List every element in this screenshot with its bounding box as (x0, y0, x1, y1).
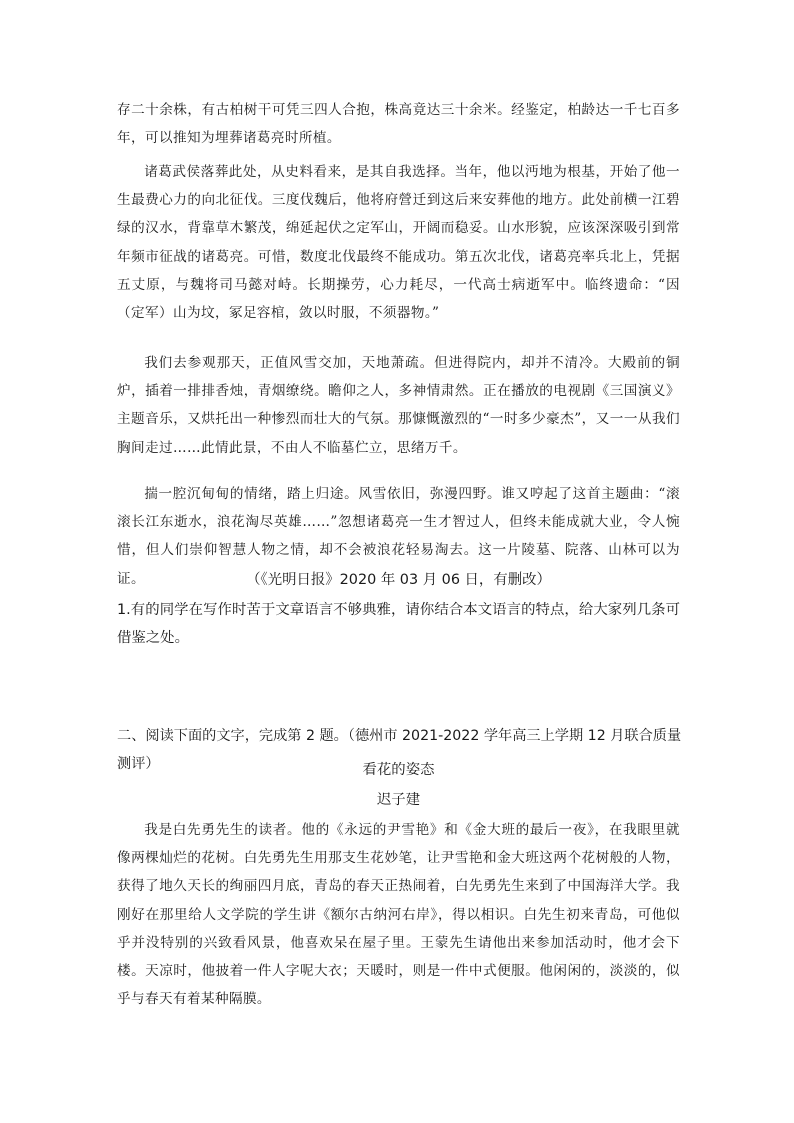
question-1-text: 1.有的同学在写作时苦于文章语言不够典雅，请你结合本文语言的特点，给大家列几条可借鉴之处。 (117, 602, 680, 646)
source-citation-text: （《光明日报》2020 年 03 月 06 日，有删改） (246, 572, 551, 588)
paragraph-3 (117, 349, 680, 462)
article-title-text: 看花的姿态 (362, 762, 435, 778)
article-author-text: 迟子建 (376, 792, 421, 808)
article-author (117, 786, 680, 814)
paragraph-4-text: 揣一腔沉甸甸的情绪，踏上归途。风雪依旧，弥漫四野。谁又哼起了这首主题曲：“滚滚长江东逝水，浪花淘尽英雄……”忽想诸葛亮一生才智过人，但终未能成就大业，令人惋惜，但人们崇仰智慧人物之情，却不会被浪花轻易淘去。这一片陵墓、院落、山林可以为证。 (117, 486, 680, 587)
passage-continuation (117, 96, 680, 152)
paragraph-3-text: 我们去参观那天，正值风雪交加，天地萧疏。但进得院内，却并不清冷。大殿前的铜炉，插着一排排香烛，青烟缭绕。瞻仰之人，多神情肃然。正在播放的电视剧《三国演义》主题音乐，又烘托出一种惨烈而壮大的气氛。那慷慨激烈的“一时多少豪杰”，又一一从我们胸间走过……此情此景，不由人不临墓伫立，思绪万千。 (117, 355, 680, 456)
article-paragraph-1-text: 我是白先勇先生的读者。他的《永远的尹雪艳》和《金大班的最后一夜》，在我眼里就像两棵灿烂的花树。白先勇先生用那支生花妙笔，让尹雪艳和金大班这两个花树般的人物，获得了地久天长的绚丽四月底，青岛的春天正热闹着，白先勇先生来到了中国海洋大学。我刚好在那里给人文学院的学生讲《额尔古纳河右岸》，得以相识。白先生初来青岛，可他似乎并没特别的兴致看风景，他喜欢呆在屋子里。王蒙先生请他出来参加活动时，他才会下楼。天凉时，他披着一件人字呢大衣；天暖时，则是一件中式便服。他闲闲的，淡淡的，似乎与春天有着某种隔膜。 (117, 822, 680, 1008)
source-citation (117, 566, 680, 594)
article-paragraph-1 (117, 816, 680, 1013)
paragraph-2 (117, 158, 680, 327)
article-title (117, 756, 680, 784)
paragraph-2-text: 诸葛武侯落葬此处，从史料看来，是其自我选择。当年，他以沔地为根基，开始了他一生最费心力的向北征伐。三度伐魏后，他将府營迁到这后来安葬他的地方。此处前横一江碧绿的汉水，背靠草木繁茂，绵延起伏之定军山，开阔而稳妥。山水形貌，应该深深吸引到常年频市征战的诸葛亮。可惜，数度北伐最终不能成功。第五次北伐，诸葛亮率兵北上，凭据五丈原，与魏将司马懿对峙。长期操劳，心力耗尽，一代高士病逝军中。临终遗命：“因（定军）山为坟，冢足容棺，敛以时服，不须器物。” (117, 164, 680, 322)
paragraph-continuation: 存二十余株，有古柏树干可凭三四人合抱，株高竟达三十余米。经鉴定，柏龄达一千七百多年，可以推知为埋葬诸葛亮时所植。 (117, 102, 680, 147)
section-2-heading-text: 二、阅读下面的文字，完成第 2 题。（德州市 2021-2022 学年高三上学期 12 月联合质量测评） (117, 728, 682, 772)
question-1 (117, 596, 680, 652)
